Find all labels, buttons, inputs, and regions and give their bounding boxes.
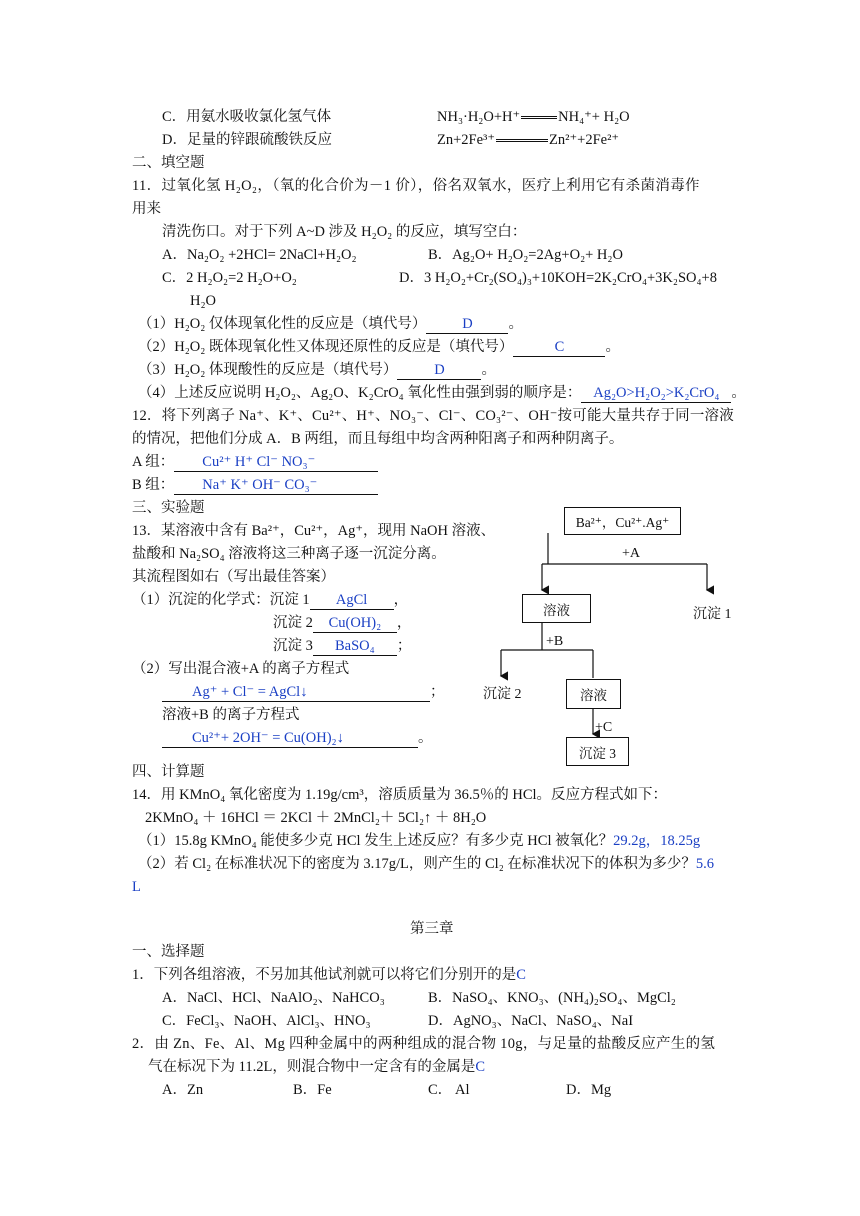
flow-reagent-c: +C — [595, 720, 613, 735]
q11-answer-1: D — [426, 316, 508, 334]
q12-stem-2: 的情况，把他们分成 A．B 两组，而且每组中均含两种阳离子和两种阴离子。 — [132, 431, 624, 447]
flow-precipitate-3: 沉淀 3 — [566, 737, 629, 766]
q13-stem: 13．某溶液中含有 Ba²⁺，Cu²⁺，Ag⁺，现用 NaOH 溶液、 — [132, 523, 496, 539]
q13-stem-3: 其流程图如右（写出最佳答案） — [132, 569, 335, 585]
q11-answer-2: C — [513, 339, 605, 357]
c1-option-b: B．NaSO₄、KNO₃、(NH₄)₂SO₄、MgCl₂ — [428, 990, 676, 1006]
q13-precipitate-3: 沉淀 3 BaSO₄ ； — [273, 638, 412, 654]
q12-answer-b: Na⁺ K⁺ OH⁻ CO₃⁻ — [174, 477, 378, 495]
q11-answer-4: Ag₂O>H₂O₂>K₂CrO₄ — [581, 385, 731, 403]
section-experiment: 三、实验题 — [132, 500, 205, 516]
c1-option-c: C．FeCl₃、NaOH、AlCl₃、HNO₃ — [162, 1013, 371, 1029]
q13-answer-ppt2: Cu(OH)₂ — [313, 615, 397, 633]
c1-option-d: D．AgNO₃、NaCl、NaSO₄、NaI — [428, 1013, 634, 1029]
q13-precipitate-2: 沉淀 2 Cu(OH)₂ ， — [273, 615, 412, 631]
q11-stem-2: 用来 — [132, 201, 161, 217]
flow-solution-2: 溶液 — [566, 679, 621, 709]
q12-stem: 12．将下列离子 Na⁺、K⁺、Cu²⁺、H⁺、NO₃⁻、Cl⁻、CO₃²⁻、OH⁻按可能大量共存于同一溶液 — [132, 408, 734, 424]
flow-solution-1: 溶液 — [522, 594, 591, 623]
c1-stem: 1．下列各组溶液，不另加其他试剂就可以将它们分别开的是C — [132, 967, 526, 983]
section-multiple-choice: 一、选择题 — [132, 944, 205, 960]
q13-answer-ppt3: BaSO₄ — [313, 638, 397, 656]
q14-part-2: （2）若 Cl₂ 在标准状况下的密度为 3.17g/L，则产生的 Cl₂ 在标准状况下的体积为多少？5.6 — [138, 856, 715, 872]
q10-option-d: D．足量的锌跟硫酸铁反应 — [162, 132, 332, 148]
q12-group-b: B 组： Na⁺ K⁺ OH⁻ CO₃⁻ — [132, 476, 378, 495]
q12-group-a: A 组： Cu²⁺ H⁺ Cl⁻ NO₃⁻ — [132, 453, 378, 472]
q11-stem: 11．过氧化氢 H₂O₂，（氧的化合价为－1 价），俗名双氧水，医疗上利用它有杀菌消毒作 — [132, 178, 700, 194]
c2-option-c: C． Al — [428, 1082, 470, 1098]
q13-equation-a: Ag⁺ + Cl⁻ = AgCl↓ ； — [162, 683, 445, 702]
c2-option-a: A．Zn — [162, 1082, 204, 1098]
q11-stem-3: 清洗伤口。对于下列 A~D 涉及 H₂O₂ 的反应，填写空白： — [162, 224, 527, 240]
q13-equation-b: Cu²⁺+ 2OH⁻ = Cu(OH)₂↓ 。 — [162, 729, 433, 748]
q13-part-3: 溶液+B 的离子方程式 — [162, 707, 300, 723]
q11-option-d-cont: H₂O — [190, 293, 216, 309]
q14-answer-1: 29.2g，18.25g — [613, 833, 701, 849]
q10-option-c: C．用氨水吸收氯化氢气体 — [162, 109, 332, 125]
c2-stem: 2．由 Zn、Fe、Al、Mg 四种金属中的两种组成的混合物 10g，与足量的盐酸反应产生的氢 — [132, 1036, 716, 1052]
q12-answer-a: Cu²⁺ H⁺ Cl⁻ NO₃⁻ — [174, 454, 378, 472]
q14-equation: 2KMnO₄ ＋ 16HCl ＝ 2KCl ＋ 2MnCl₂＋ 5Cl₂↑ ＋ 8H₂O — [145, 810, 487, 826]
section-fill-blank: 二、填空题 — [132, 155, 205, 171]
q11-option-b: B．Ag₂O+ H₂O₂=2Ag+O₂+ H₂O — [428, 247, 623, 263]
q11-answer-3: D — [397, 362, 481, 380]
flow-initial-solution: Ba²⁺，Cu²⁺.Ag⁺ — [564, 507, 681, 535]
chapter-title: 第三章 — [410, 921, 454, 937]
q13-stem-2: 盐酸和 Na₂SO₄ 溶液将这三种离子逐一沉淀分离。 — [132, 546, 446, 562]
q10-option-c-equation: NH₃·H₂O+H⁺ NH₄⁺+ H₂O — [437, 109, 630, 125]
c2-answer: C — [475, 1059, 485, 1075]
c2-option-b: B．Fe — [293, 1082, 332, 1098]
flow-reagent-a: +A — [622, 546, 641, 561]
q13-precipitate-1: （1）沉淀的化学式：沉淀 1 AgCl ， — [132, 592, 409, 608]
q14-stem: 14．用 KMnO₄ 氧化密度为 1.19g/cm³，溶质质量为 36.5％的 HCl。反应方程式如下： — [132, 787, 668, 803]
q13-answer-eq-b: Cu²⁺+ 2OH⁻ = Cu(OH)₂↓ — [162, 730, 418, 748]
flow-precipitate-2: 沉淀 2 — [483, 687, 522, 702]
q13-answer-ppt1: AgCl — [310, 592, 394, 610]
q11-part-4: （4）上述反应说明 H₂O₂、Ag₂O、K₂CrO₄ 氧化性由强到弱的顺序是： Ag₂O>H₂O₂>K₂CrO₄ 。 — [138, 385, 746, 401]
q14-answer-2-unit: L — [132, 879, 141, 895]
section-calculation: 四、计算题 — [132, 764, 205, 780]
c1-answer: C — [516, 967, 526, 983]
q11-part-3: （3）H₂O₂ 体现酸性的反应是（填代号） D 。 — [138, 362, 496, 378]
q13-part-2: （2）写出混合液+A 的离子方程式 — [132, 661, 350, 677]
q11-part-2: （2）H₂O₂ 既体现氧化性又体现还原性的反应是（填代号） C 。 — [138, 339, 620, 355]
c1-option-a: A．NaCl、HCl、NaAlO₂、NaHCO₃ — [162, 990, 385, 1006]
q13-answer-eq-a: Ag⁺ + Cl⁻ = AgCl↓ — [162, 684, 430, 702]
q14-answer-2: 5.6 — [695, 856, 715, 872]
q11-option-c: C．2 H₂O₂=2 H₂O+O₂ — [162, 270, 297, 286]
flow-reagent-b: +B — [546, 634, 564, 649]
q11-option-d: D．3 H₂O₂+Cr₂(SO₄)₃+10KOH=2K₂CrO₄+3K₂SO₄+8 — [399, 270, 717, 286]
q11-option-a: A．Na₂O₂ +2HCl= 2NaCl+H₂O₂ — [162, 247, 357, 263]
c2-stem-2: 气在标况下为 11.2L，则混合物中一定含有的金属是C — [148, 1059, 485, 1075]
c2-option-d: D．Mg — [566, 1082, 612, 1098]
q11-part-1: （1）H₂O₂ 仅体现氧化性的反应是（填代号） D 。 — [138, 316, 523, 332]
q14-part-1: （1）15.8g KMnO₄ 能使多少克 HCl 发生上述反应？有多少克 HCl 被氧化？29.2g，18.25g — [138, 833, 701, 849]
flow-precipitate-1: 沉淀 1 — [693, 607, 732, 622]
q10-option-d-equation: Zn+2Fe³⁺ Zn²⁺+2Fe²⁺ — [437, 132, 620, 148]
